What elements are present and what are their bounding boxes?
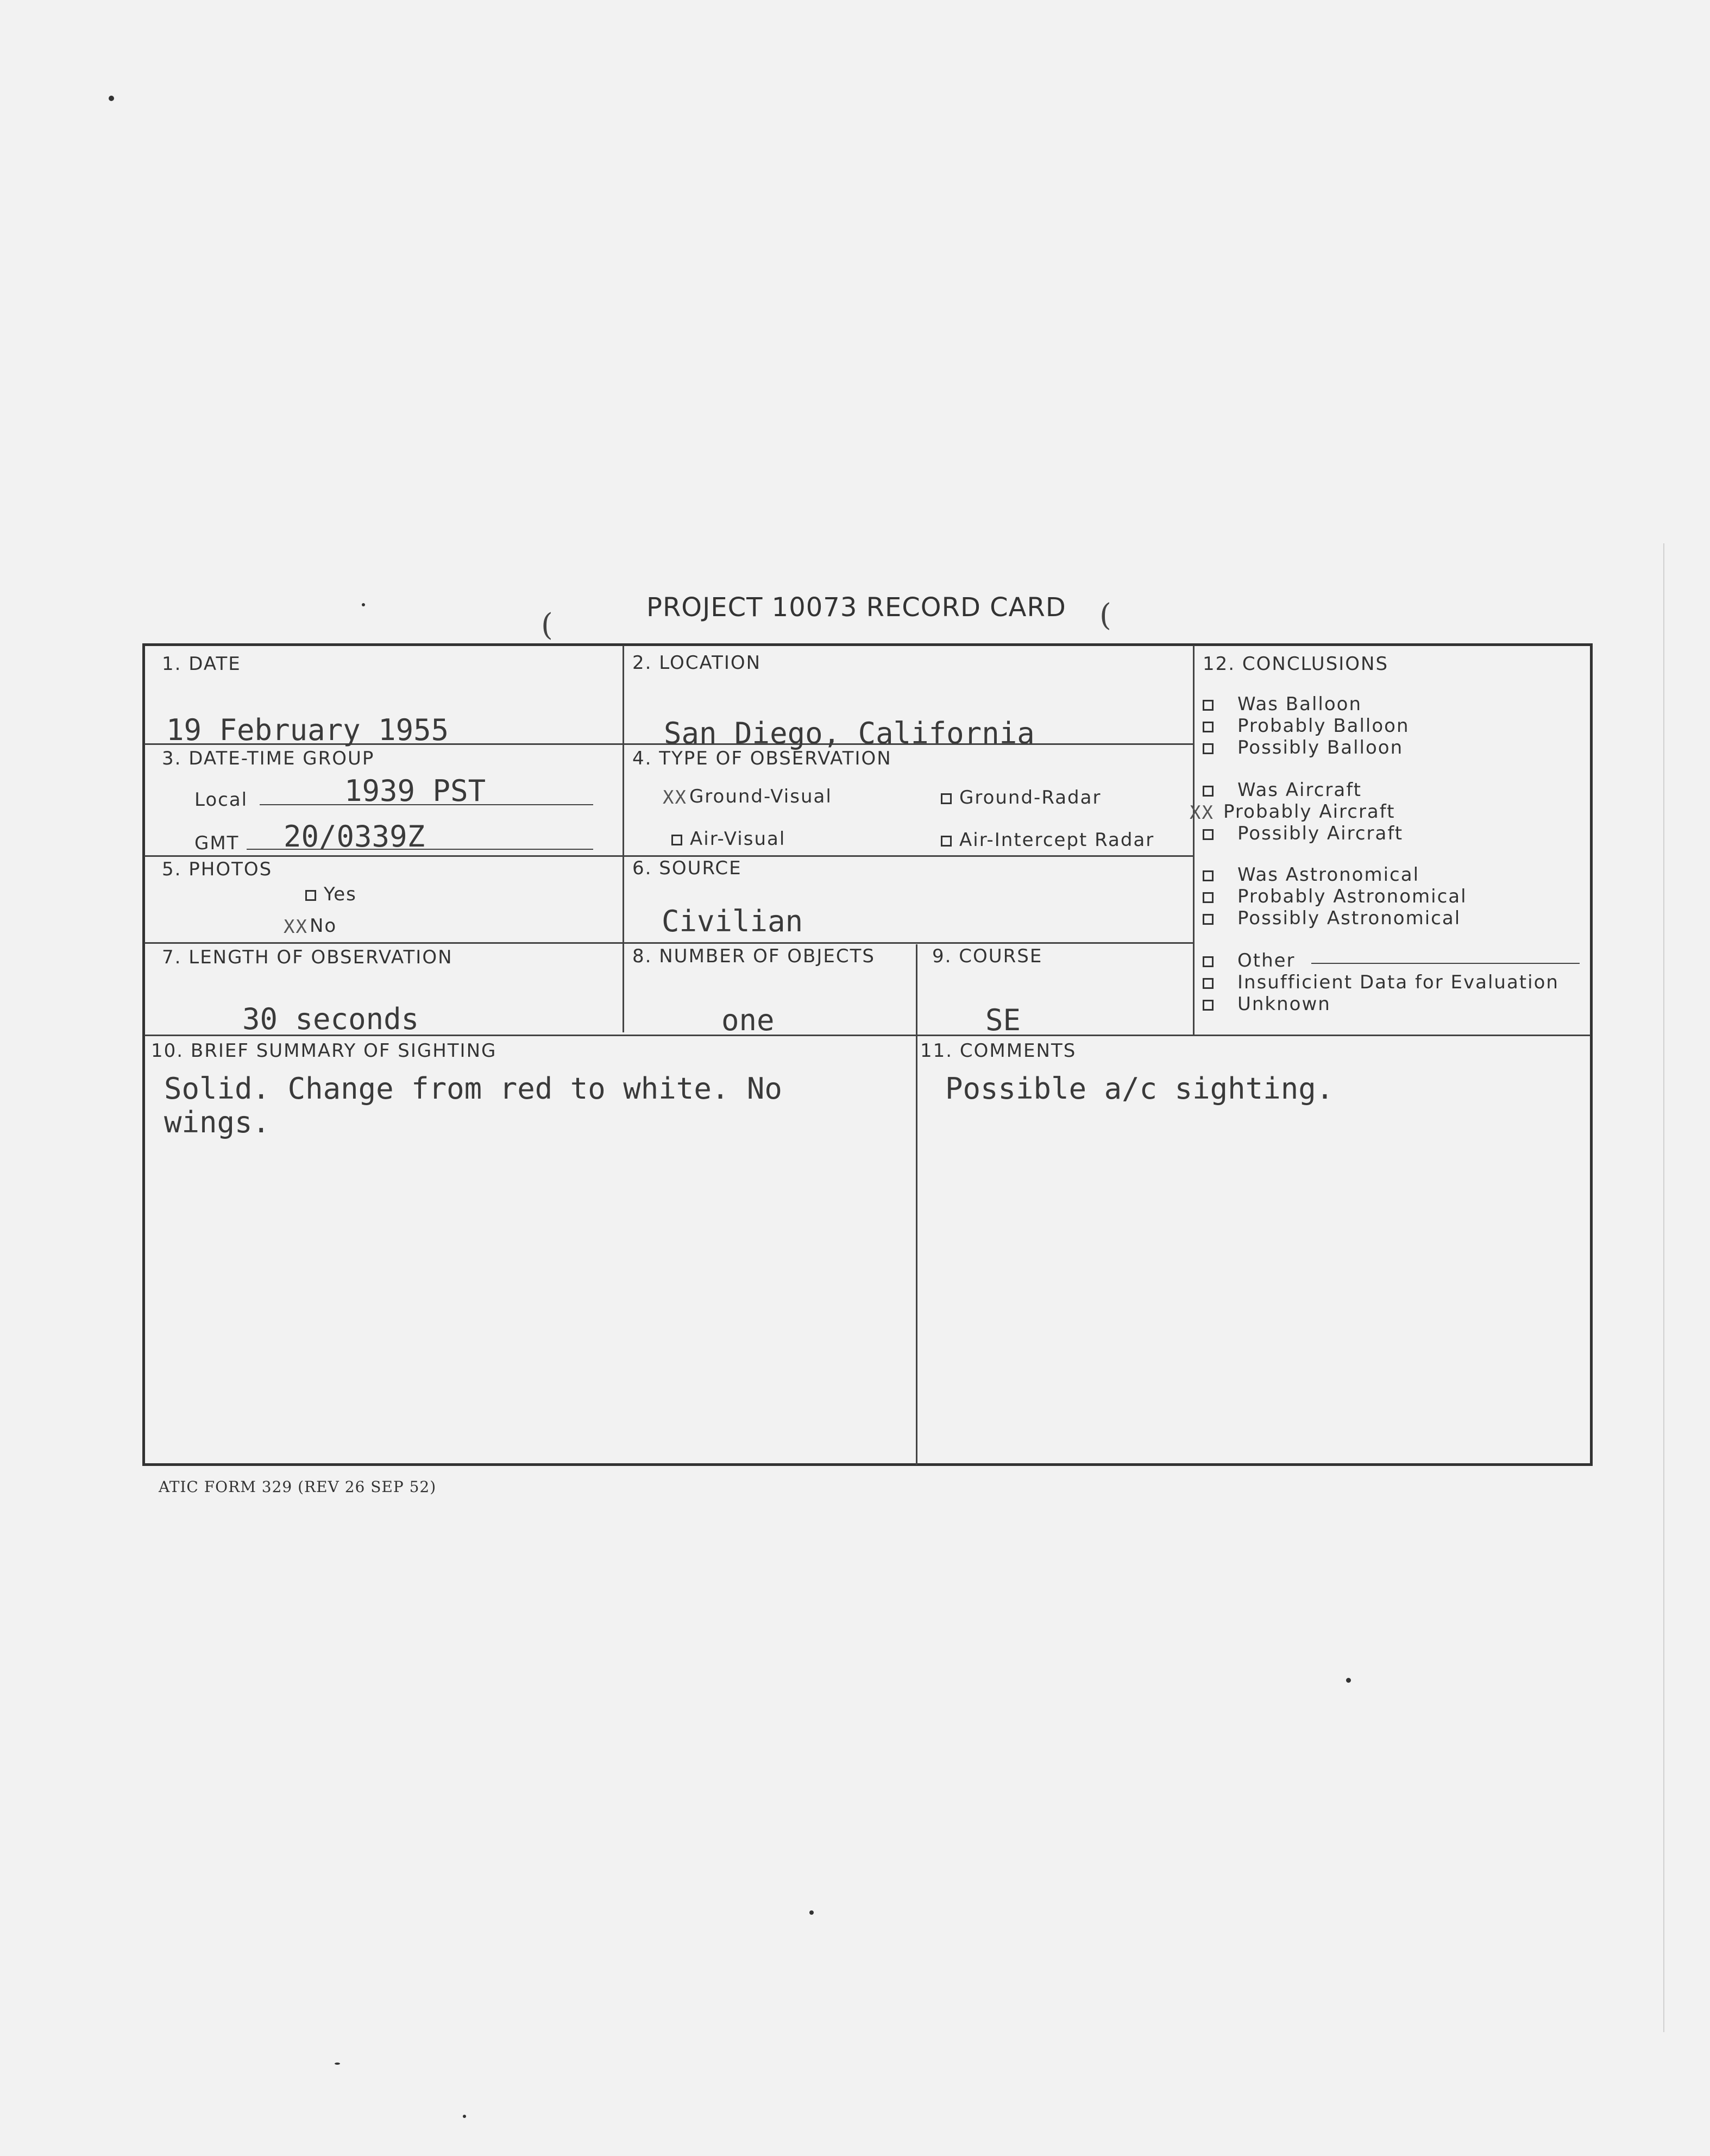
scan-speck: [362, 603, 365, 606]
ground-visual-option: XX Ground-Visual: [663, 786, 832, 808]
ground-radar-option: Ground-Radar: [941, 787, 1101, 808]
checkbox-icon: [1203, 743, 1214, 754]
summary-label: 10. BRIEF SUMMARY OF SIGHTING: [151, 1040, 497, 1062]
local-label: Local: [194, 789, 248, 811]
scan-edge: [1663, 543, 1664, 2032]
objects-label: 8. NUMBER OF OBJECTS: [632, 945, 875, 967]
dtg-label: 3. DATE-TIME GROUP: [162, 748, 375, 769]
conclusion-text: Possibly Aircraft: [1237, 823, 1404, 844]
course-label: 9. COURSE: [932, 945, 1043, 967]
air-intercept-radar-option: Air-Intercept Radar: [941, 829, 1154, 851]
conclusion-option: [1190, 801, 1395, 824]
checkbox-icon: [1203, 870, 1214, 881]
conclusion-text: Possibly Astronomical: [1237, 907, 1461, 929]
conclusion-option: [1203, 715, 1410, 737]
bracket-mark: (: [1099, 598, 1111, 633]
conclusion-option: [1203, 779, 1362, 801]
checkbox-icon: [671, 835, 682, 845]
conclusion-text: Was Aircraft: [1237, 779, 1362, 801]
conclusion-option: [1203, 907, 1461, 929]
checkbox-icon: [1203, 1000, 1214, 1011]
conclusion-option: [1203, 972, 1559, 993]
checked-mark: XX: [284, 916, 308, 938]
conclusion-text: Was Astronomical: [1237, 864, 1420, 886]
checkbox-icon: [941, 793, 952, 804]
length-label: 7. LENGTH OF OBSERVATION: [162, 947, 453, 968]
conclusion-option: [1203, 993, 1331, 1015]
source-label: 6. SOURCE: [632, 857, 742, 879]
observation-type-label: 4. TYPE OF OBSERVATION: [632, 748, 892, 769]
scan-speck: [109, 96, 114, 101]
conclusion-text: Probably Aircraft: [1223, 801, 1395, 823]
card-title: PROJECT 10073 RECORD CARD: [646, 592, 1066, 623]
summary-line: Solid. Change from red to white. No: [164, 1071, 782, 1106]
checkbox-icon: [941, 836, 952, 847]
scan-speck: [463, 2115, 466, 2118]
checkbox-icon: [305, 890, 316, 901]
source-value: Civilian: [662, 904, 803, 938]
divider: [144, 942, 1194, 944]
divider: [623, 645, 624, 1032]
conclusion-option: [1203, 950, 1296, 972]
divider: [916, 944, 917, 1036]
location-value: San Diego, California: [664, 716, 1035, 750]
checkbox-icon: [1203, 956, 1214, 967]
form-footer: ATIC FORM 329 (REV 26 SEP 52): [159, 1478, 437, 1496]
objects-value: one: [721, 1003, 775, 1037]
checkbox-icon: [1203, 700, 1214, 711]
checkbox-icon: [1203, 786, 1214, 797]
conclusion-text: Probably Astronomical: [1237, 886, 1467, 907]
conclusion-text: Other: [1237, 950, 1296, 972]
photos-yes-option: Yes: [305, 883, 357, 905]
checkbox-icon: [1203, 829, 1214, 840]
gmt-label: GMT: [194, 832, 240, 854]
gmt-value: 20/0339Z: [284, 819, 425, 854]
local-value: 1939 PST: [344, 774, 486, 808]
conclusion-option: [1203, 693, 1362, 715]
location-label: 2. LOCATION: [632, 652, 762, 674]
conclusion-option: [1203, 864, 1419, 886]
conclusion-text: Was Balloon: [1237, 693, 1362, 715]
checked-mark: XX: [1190, 801, 1214, 824]
conclusion-text: Insufficient Data for Evaluation: [1237, 972, 1559, 993]
photos-no-option: XXNo: [284, 915, 337, 938]
course-value: SE: [985, 1003, 1021, 1037]
comments-value: Possible a/c sighting.: [945, 1071, 1334, 1106]
scan-speck: [809, 1910, 814, 1915]
checked-mark: XX: [663, 786, 687, 808]
divider: [144, 855, 1194, 857]
checkbox-icon: [1203, 722, 1214, 732]
air-visual-option: Air-Visual: [671, 828, 785, 850]
checkbox-icon: [1203, 892, 1214, 903]
scan-speck: [1346, 1678, 1351, 1683]
date-label: 1. DATE: [162, 653, 241, 675]
divider: [916, 1036, 917, 1465]
scan-speck: [335, 2063, 340, 2065]
conclusions-label: 12. CONCLUSIONS: [1203, 653, 1389, 675]
other-underline: [1311, 963, 1580, 964]
photos-label: 5. PHOTOS: [162, 858, 273, 880]
conclusion-text: Unknown: [1237, 993, 1331, 1015]
conclusion-option: [1203, 737, 1403, 759]
checkbox-icon: [1203, 914, 1214, 925]
divider: [1193, 645, 1195, 1036]
summary-line: wings.: [164, 1105, 271, 1139]
length-value: 30 seconds: [242, 1002, 419, 1036]
conclusion-text: Possibly Balloon: [1237, 737, 1404, 759]
conclusion-option: [1203, 823, 1403, 844]
conclusion-text: Probably Balloon: [1237, 715, 1410, 737]
comments-label: 11. COMMENTS: [920, 1040, 1077, 1062]
bracket-mark: (: [541, 607, 553, 643]
date-value: 19 February 1955: [166, 713, 449, 747]
checkbox-icon: [1203, 978, 1214, 989]
conclusion-option: [1203, 886, 1467, 907]
